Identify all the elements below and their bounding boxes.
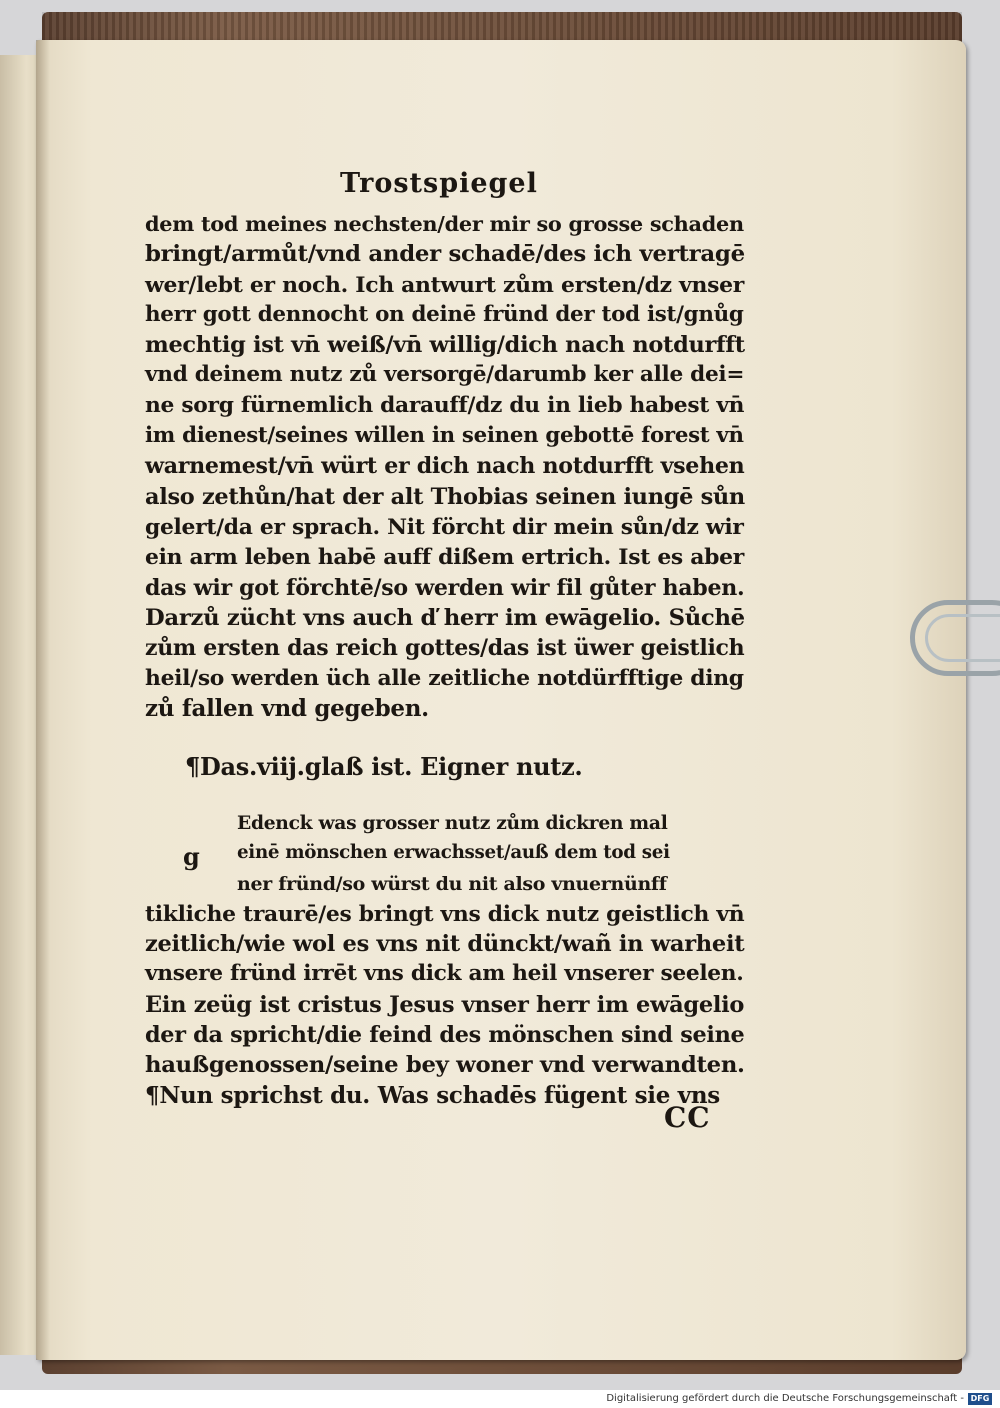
text-block-2 (145, 808, 745, 1111)
text-line: tikliche traurē/es bringt vns dick nutz geistlich vn̄ (145, 900, 745, 927)
text-line: warnemest/vn̄ würt er dich nach notdurfft vsehen (145, 453, 745, 480)
dfg-logo: DFG (968, 1393, 992, 1405)
text-line: Edenck was grosser nutz zům dickren mal (237, 812, 668, 834)
text-line: vnsere fründ irrēt vns dick am heil vnserer seelen. (145, 961, 744, 987)
text-line: Ein zeüg ist cristus Jesus vnser herr im ewāgelio (145, 991, 745, 1018)
guide-letter: g (183, 842, 200, 871)
text-line: herr gott dennocht on deinē fründ der tod ist/gnůg (145, 301, 744, 327)
text-line: der da spricht/die feind des mönschen sind seine (145, 1022, 745, 1049)
footer-credit: Digitalisierung gefördert durch die Deutsche Forschungsgemeinschaft - (606, 1393, 964, 1404)
text-line: bringt/armůt/vnd ander schadē/des ich vertragē (145, 241, 745, 268)
text-line: gelert/da er sprach. Nit förcht dir mein sůn/dz wir (145, 513, 744, 540)
text-line: im dienest/seines willen in seinen gebottē forest vn̄ (145, 423, 744, 449)
running-head: Trostspiegel (340, 168, 538, 199)
text-line: vnd deinem nutz zů versorgē/darumb ker alle dei= (145, 362, 745, 388)
text-line: zeitlich/wie wol es vns nit dünckt/wañ in warheit (145, 931, 745, 958)
text-line: also zethůn/hat der alt Thobias seinen iungē sůn (145, 483, 745, 510)
text-line: mechtig ist vn̄ weiß/vn̄ willig/dich nach notdurfft (145, 332, 745, 359)
text-line: zům ersten das reich gottes/das ist üwer geistlich (145, 635, 745, 662)
text-line: ne sorg fürnemlich darauff/dz du in lieb habest vn̄ (145, 392, 745, 418)
text-line: wer/lebt er noch. Ich antwurt zům ersten/dz vnser (145, 271, 744, 298)
text-line: dem tod meines nechsten/der mir so grosse schaden (145, 211, 744, 236)
section-heading: ¶Das.viij.glaß ist. Eigner nutz. (185, 752, 583, 781)
text-line: haußgenossen/seine bey woner vnd verwandten. (145, 1052, 745, 1079)
text-line: das wir got förchtē/so werden wir fil gůter haben. (145, 574, 745, 601)
text-line: heil/so werden üch alle zeitliche notdürfftige ding (145, 665, 744, 692)
text-line: ner fründ/so würst du nit also vnuernünff (237, 872, 667, 895)
text-block-1 (145, 209, 745, 724)
text-line: Darzů zücht vns auch ď herr im ewāgelio. Sůchē (145, 604, 745, 631)
text-line: ¶Nun sprichst du. Was schadēs fügent sie vns (145, 1081, 720, 1109)
text-line: einē mönschen erwachsset/auß dem tod sei (237, 842, 670, 864)
paper-clip-inner-loop (925, 614, 1000, 662)
text-line: zů fallen vnd gegeben. (145, 694, 429, 722)
text-line: ein arm leben habē auff dißem ertrich. Ist es aber (145, 544, 744, 571)
footer-bar (0, 1390, 1000, 1408)
signature-mark: CC (664, 1101, 711, 1134)
